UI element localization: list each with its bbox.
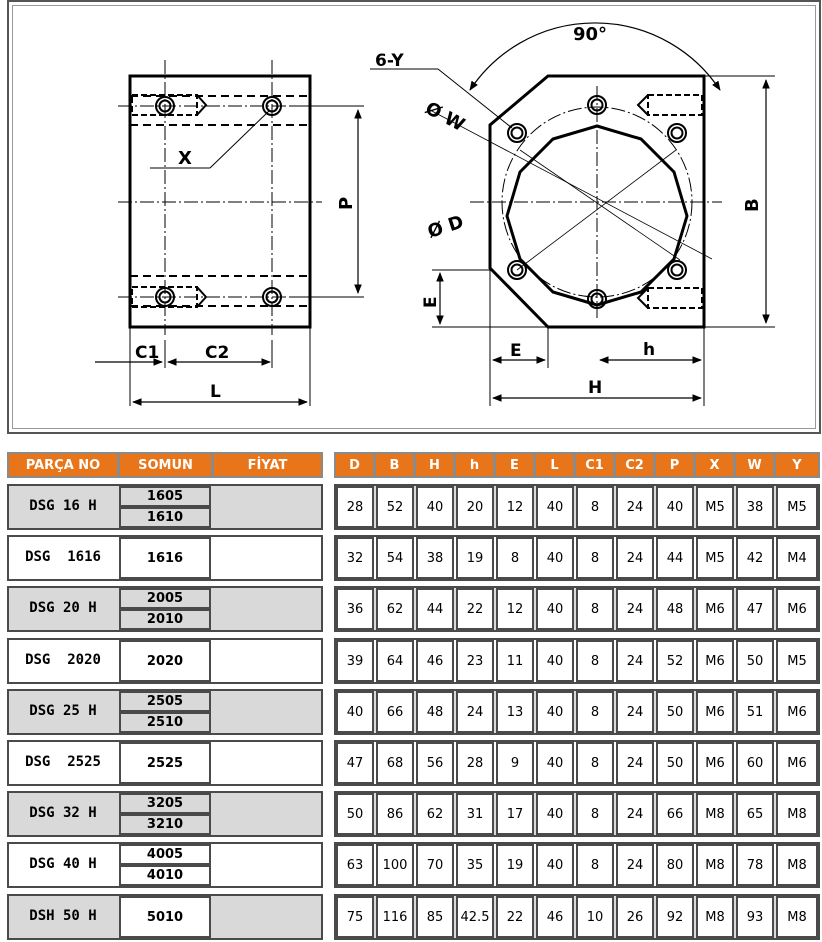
- label-angle: 90°: [573, 24, 608, 45]
- dimension-cell: 52: [656, 640, 694, 682]
- dimension-cell: M5: [776, 640, 818, 682]
- dimension-cell: 8: [576, 844, 614, 886]
- price-cell: [212, 844, 321, 886]
- dimension-cell: 28: [456, 742, 494, 784]
- dimension-cell: 62: [416, 793, 454, 835]
- dimension-cell: 44: [416, 588, 454, 630]
- dimension-cell: M5: [696, 537, 734, 579]
- dimension-cell: 8: [576, 691, 614, 733]
- price-cell: [212, 486, 321, 528]
- header-y: Y: [774, 452, 820, 478]
- dimension-cell: 46: [536, 896, 574, 938]
- dimension-cell: 24: [616, 742, 654, 784]
- header-c1: C1: [574, 452, 615, 478]
- dimension-cell: M6: [776, 742, 818, 784]
- dimension-cell: 68: [376, 742, 414, 784]
- label-e-vertical: E: [421, 296, 441, 308]
- dimension-cell: 50: [656, 742, 694, 784]
- dimension-cell: 23: [456, 640, 494, 682]
- dimension-cell: 66: [376, 691, 414, 733]
- technical-drawing: [0, 0, 822, 440]
- dimension-cell: 10: [576, 896, 614, 938]
- dimension-cell: 66: [656, 793, 694, 835]
- dimension-cell: 32: [336, 537, 374, 579]
- dimension-cell: 40: [536, 844, 574, 886]
- dimension-cell: 24: [616, 588, 654, 630]
- header-d: D: [334, 452, 375, 478]
- label-b: B: [742, 198, 763, 212]
- nut-code: 4010: [119, 865, 211, 886]
- nut-code: 1616: [119, 537, 211, 579]
- dimension-cell: 48: [656, 588, 694, 630]
- dimension-cell: 60: [736, 742, 774, 784]
- price-cell: [212, 537, 321, 579]
- nut-code: 3205: [119, 793, 211, 814]
- dimension-cell: 50: [656, 691, 694, 733]
- dimension-cell: M8: [696, 793, 734, 835]
- dimension-cell: M8: [696, 844, 734, 886]
- nut-code: 2010: [119, 609, 211, 630]
- part-number: DSG 2525: [25, 754, 101, 770]
- dimension-cell: 40: [536, 588, 574, 630]
- dimension-cell: 42.5: [456, 896, 494, 938]
- dimension-cell: M8: [776, 793, 818, 835]
- dimension-cell: M6: [776, 588, 818, 630]
- label-x: X: [178, 148, 192, 169]
- dimension-cell: 52: [376, 486, 414, 528]
- dimension-cell: 48: [416, 691, 454, 733]
- dimension-cell: 85: [416, 896, 454, 938]
- nut-code: 2505: [119, 691, 211, 712]
- dimension-cell: 51: [736, 691, 774, 733]
- dimension-cell: 22: [456, 588, 494, 630]
- nut-code: 2005: [119, 588, 211, 609]
- dimension-cell: M4: [776, 537, 818, 579]
- dimension-cell: 50: [336, 793, 374, 835]
- dimension-cell: 70: [416, 844, 454, 886]
- dimension-cell: 36: [336, 588, 374, 630]
- dimension-cell: 47: [736, 588, 774, 630]
- label-6y: 6-Y: [375, 51, 404, 71]
- label-c2: C2: [205, 343, 230, 363]
- dimension-cell: M8: [776, 896, 818, 938]
- header-h: H: [414, 452, 455, 478]
- label-l: L: [210, 382, 221, 402]
- dimension-cell: 63: [336, 844, 374, 886]
- dimension-cell: 47: [336, 742, 374, 784]
- dimension-cell: M8: [776, 844, 818, 886]
- nut-code: 1605: [119, 486, 211, 507]
- label-p: P: [336, 196, 357, 210]
- dimension-cell: M6: [696, 640, 734, 682]
- dimension-cell: M6: [776, 691, 818, 733]
- label-w: Ø W: [421, 97, 469, 136]
- dimension-cell: 24: [616, 537, 654, 579]
- label-h-small: h: [643, 340, 656, 360]
- dimension-cell: 40: [536, 793, 574, 835]
- dimension-cell: 64: [376, 640, 414, 682]
- dimension-cell: 19: [496, 844, 534, 886]
- nut-code: 1610: [119, 507, 211, 528]
- nut-code: 2525: [119, 742, 211, 784]
- header-price: FİYAT: [212, 452, 323, 478]
- dimension-cell: 50: [736, 640, 774, 682]
- part-number: DSH 50 H: [29, 908, 97, 924]
- part-number: DSG 40 H: [29, 856, 97, 872]
- dimension-cell: 8: [576, 742, 614, 784]
- price-cell: [212, 896, 321, 938]
- dimension-cell: 40: [336, 691, 374, 733]
- label-c1: C1: [135, 343, 160, 363]
- part-number: DSG 16 H: [29, 498, 97, 514]
- dimension-cell: M5: [696, 486, 734, 528]
- dimension-cell: 62: [376, 588, 414, 630]
- dimension-cell: M6: [696, 588, 734, 630]
- dimension-cell: 13: [496, 691, 534, 733]
- dimension-cell: 17: [496, 793, 534, 835]
- dimension-cell: 40: [656, 486, 694, 528]
- dimension-cell: M6: [696, 691, 734, 733]
- nut-code: 2510: [119, 712, 211, 733]
- label-d: Ø D: [425, 211, 467, 243]
- dimension-cell: 86: [376, 793, 414, 835]
- dimension-cell: 65: [736, 793, 774, 835]
- dimension-cell: 38: [736, 486, 774, 528]
- dimension-cell: 35: [456, 844, 494, 886]
- dimension-cell: 8: [576, 588, 614, 630]
- dimension-cell: 75: [336, 896, 374, 938]
- header-p: P: [654, 452, 695, 478]
- dimension-cell: 24: [616, 691, 654, 733]
- dimension-cell: 31: [456, 793, 494, 835]
- dimension-cell: 80: [656, 844, 694, 886]
- dimension-cell: 92: [656, 896, 694, 938]
- dimension-cell: 40: [416, 486, 454, 528]
- dimension-cell: 9: [496, 742, 534, 784]
- price-cell: [212, 742, 321, 784]
- dimension-cell: 40: [536, 691, 574, 733]
- nut-code: 4005: [119, 844, 211, 865]
- dimension-cell: 56: [416, 742, 454, 784]
- side-view: [95, 60, 364, 406]
- dimension-cell: 39: [336, 640, 374, 682]
- dimension-cell: 12: [496, 588, 534, 630]
- header-nut: SOMUN: [118, 452, 213, 478]
- front-view: [370, 23, 775, 406]
- dimension-cell: 8: [576, 537, 614, 579]
- dimension-cell: 24: [616, 844, 654, 886]
- dimension-cell: 24: [456, 691, 494, 733]
- dimension-cell: 8: [496, 537, 534, 579]
- dimension-cell: 8: [576, 793, 614, 835]
- header-e: E: [494, 452, 535, 478]
- dimension-cell: M6: [696, 742, 734, 784]
- dimension-cell: 46: [416, 640, 454, 682]
- dimension-cell: 38: [416, 537, 454, 579]
- dimension-cell: 78: [736, 844, 774, 886]
- header-l: L: [534, 452, 575, 478]
- dimension-cell: 40: [536, 537, 574, 579]
- dimension-cell: M5: [776, 486, 818, 528]
- part-number: DSG 25 H: [29, 703, 97, 719]
- dimension-cell: 54: [376, 537, 414, 579]
- part-number: DSG 32 H: [29, 805, 97, 821]
- dimension-cell: 116: [376, 896, 414, 938]
- header-b: B: [374, 452, 415, 478]
- nut-code: 2020: [119, 640, 211, 682]
- dimension-cell: 8: [576, 486, 614, 528]
- price-cell: [212, 588, 321, 630]
- header-h-small: h: [454, 452, 495, 478]
- dimension-cell: 11: [496, 640, 534, 682]
- dimension-cell: 24: [616, 486, 654, 528]
- dimension-cell: 42: [736, 537, 774, 579]
- dimension-cell: 19: [456, 537, 494, 579]
- label-h-big: H: [588, 378, 603, 398]
- dimension-cell: 24: [616, 793, 654, 835]
- dimension-cell: 20: [456, 486, 494, 528]
- price-cell: [212, 691, 321, 733]
- header-x: X: [694, 452, 735, 478]
- dimension-cell: M8: [696, 896, 734, 938]
- dimension-cell: 12: [496, 486, 534, 528]
- dimension-cell: 8: [576, 640, 614, 682]
- price-cell: [212, 640, 321, 682]
- label-e-horizontal: E: [510, 341, 522, 361]
- dimension-cell: 24: [616, 640, 654, 682]
- dimension-cell: 40: [536, 640, 574, 682]
- dimension-cell: 26: [616, 896, 654, 938]
- nut-code: 3210: [119, 814, 211, 835]
- header-w: W: [734, 452, 775, 478]
- dimension-cell: 28: [336, 486, 374, 528]
- dimension-cell: 40: [536, 486, 574, 528]
- price-cell: [212, 793, 321, 835]
- part-number: DSG 2020: [25, 652, 101, 668]
- dimension-cell: 44: [656, 537, 694, 579]
- nut-code: 5010: [119, 896, 211, 938]
- dimension-cell: 100: [376, 844, 414, 886]
- header-c2: C2: [614, 452, 655, 478]
- part-number: DSG 20 H: [29, 600, 97, 616]
- dimension-cell: 22: [496, 896, 534, 938]
- dimension-cell: 93: [736, 896, 774, 938]
- header-part-no: PARÇA NO: [7, 452, 119, 478]
- dimension-cell: 40: [536, 742, 574, 784]
- part-number: DSG 1616: [25, 549, 101, 565]
